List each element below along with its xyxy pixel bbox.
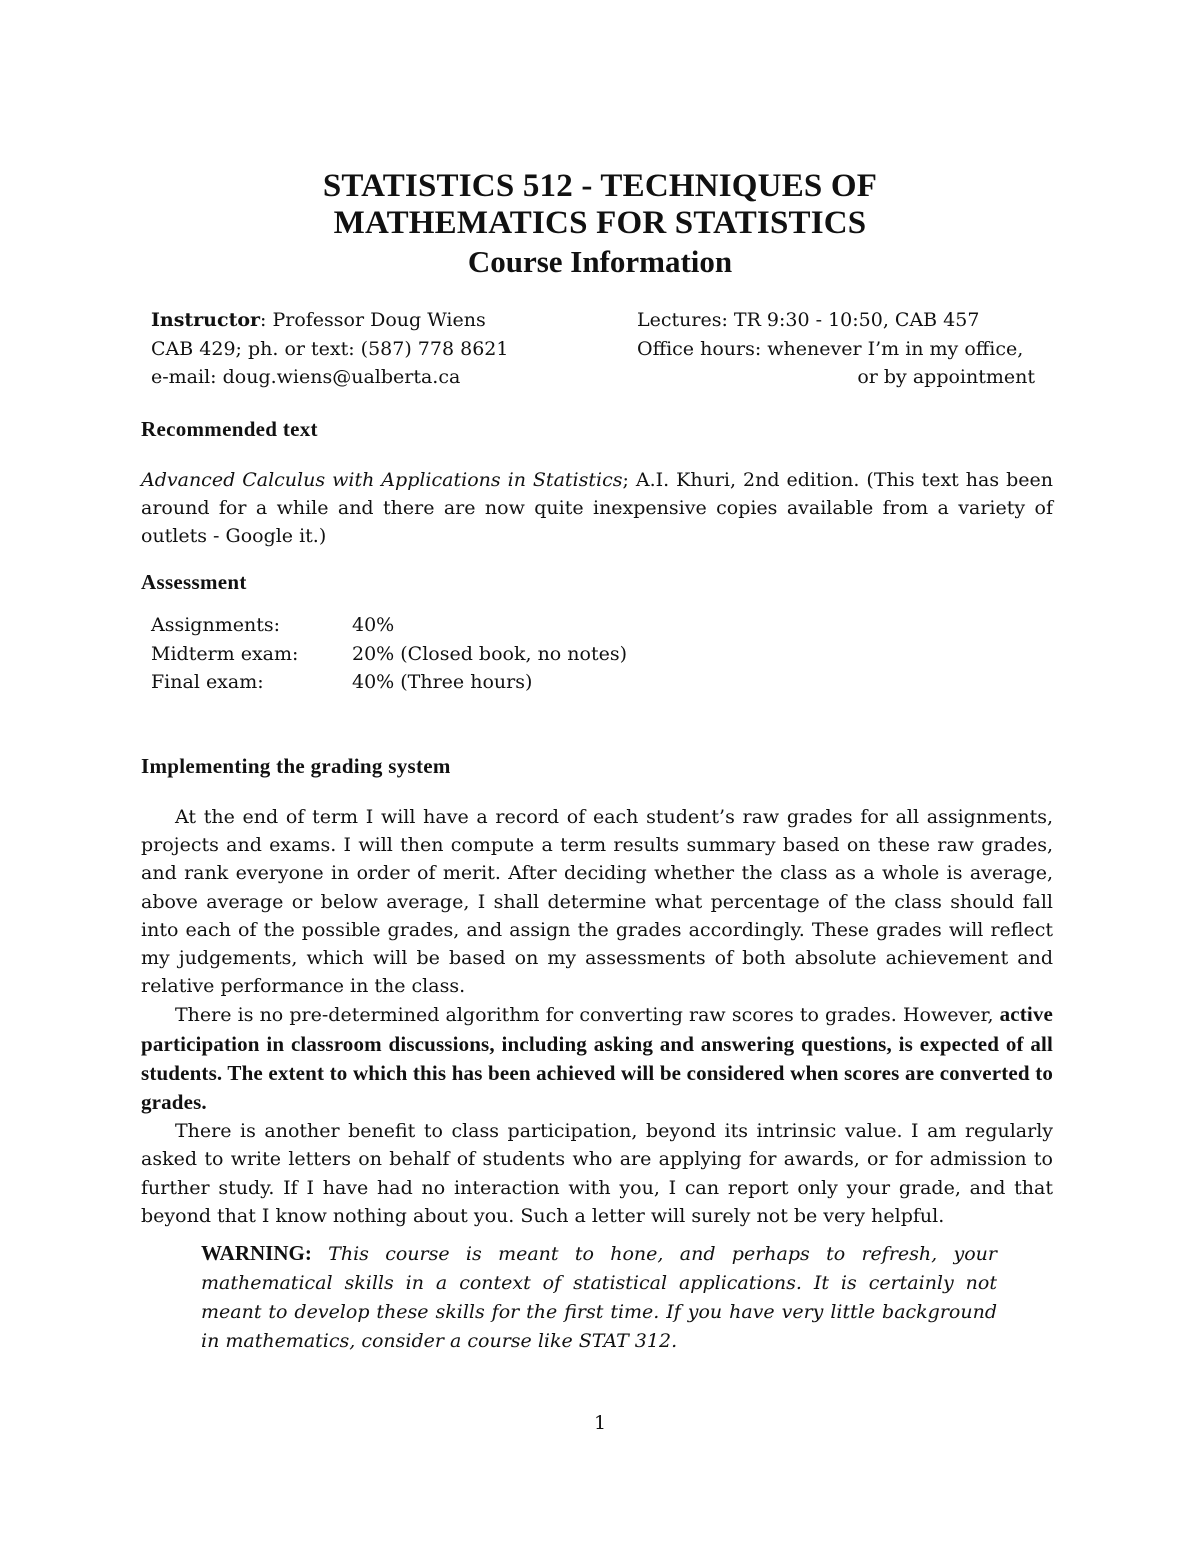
table-row [151,671,627,700]
grading-paragraph-3: There is another benefit to class participation, beyond its intrinsic value. I am regularly asked to write letters on behalf of students who are applying for awards, or for admission to further study. If I have had no interaction with you, I can report only your grade, and that beyond that I know nothing about you. Such a letter will surely not be very helpful. [141,1120,1053,1227]
grading-heading: Implementing the grading system [141,754,451,778]
subtitle: Course Information [467,244,733,279]
assessment-value: 40% [352,614,395,636]
table-row [151,614,627,643]
page-number: 1 [593,1412,607,1434]
table-row [151,643,627,672]
instructor-info [151,306,591,392]
participation-emphasis: active participation in classroom discussions, including asking and answering questions, is expected of all students. The extent to which this has been achieved will be considered when scores are converted to grades. [141,1002,1053,1115]
instructor-email: e-mail: doug.wiens@ualberta.ca [151,366,461,388]
warning-label: WARNING: [201,1241,312,1265]
instructor-office-phone: CAB 429; ph. or text: (587) 778 8621 [151,337,509,360]
assessment-label: Final exam: [151,671,264,693]
recommended-text-paragraph [141,466,1053,551]
assessment-value: 40% (Three hours) [352,671,533,693]
warning-note [201,1239,997,1356]
title-line-1: STATISTICS 512 - TECHNIQUES OF [322,168,878,204]
instructor-label: Instructor [151,309,261,331]
office-hours: Office hours: whenever I’m in my office, [637,337,1024,360]
lecture-info [637,306,1035,392]
assessment-heading: Assessment [141,570,247,594]
instructor-line [151,306,591,335]
grading-paragraph-2 [141,1000,1053,1117]
grading-paragraph-2-start: There is no pre-determined algorithm for converting raw scores to grades. However, [175,1004,1000,1027]
book-title: Advanced Calculus with Applications in Statistics [141,469,623,491]
warning-text: This course is meant to hone, and perhaps to refresh, your mathematical skills in a context of statistical applications. It is certainly not meant to develop these skills for the first time. If you have very little background in mathematics, consider a course like STAT 312. [201,1243,997,1352]
assessment-label: Midterm exam: [151,642,299,665]
book-details: ; A.I. Khuri, 2nd edition. (This text has been around for a while and there are now quite inexpensive copies available from a variety of outlets - Google it.) [141,469,1053,548]
office-hours-continued: or by appointment [857,366,1035,388]
assessment-table [151,614,627,700]
instructor-name: : Professor Doug Wiens [260,309,486,331]
grading-paragraph-1: At the end of term I will have a record of each student’s raw grades for all assignments, projects and exams. I will then compute a term results summary based on these raw grades, and rank everyone in order of merit. After deciding whether the class as a whole is average, above average or below average, I shall determine what percentage of the class should fall into each of the possible grades, and assign the grades accordingly. These grades will reflect my judgements, which will be based on my assessments of both absolute achievement and relative performance in the class. [141,806,1053,998]
assessment-label: Assignments: [151,614,280,636]
recommended-text-heading: Recommended text [141,417,318,441]
grading-section [141,803,1053,1230]
title-line-2: MATHEMATICS FOR STATISTICS [333,205,867,241]
title-block [0,168,1200,282]
assessment-value: 20% (Closed book, no notes) [352,642,627,665]
lecture-schedule: Lectures: TR 9:30 - 10:50, CAB 457 [637,309,980,331]
